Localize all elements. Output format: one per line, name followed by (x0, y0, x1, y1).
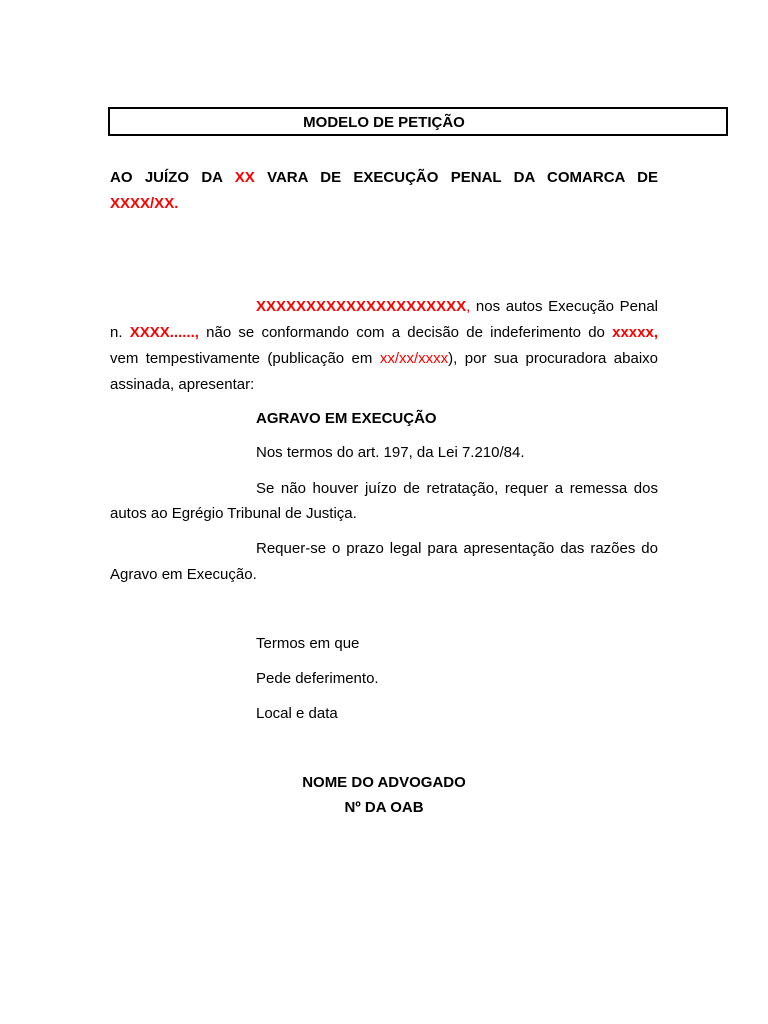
case-number-placeholder: XXXX......, (129, 324, 199, 341)
publication-date-placeholder: xx/xx/xxxx (379, 350, 449, 367)
court-number-placeholder: XX (234, 169, 255, 186)
addressee-text-2: VARA DE EXECUÇÃO PENAL DA COMARCA DE (254, 169, 658, 186)
appeal-heading: AGRAVO EM EXECUÇÃO (256, 410, 437, 427)
petition-text-2: não se conformando com a decisão de indeferimento do (198, 324, 613, 341)
addressee-line-2 (110, 195, 178, 213)
district-placeholder: XXXX/XX (110, 195, 175, 212)
petition-text-3a: vem tempestivamente (publicação em (110, 350, 380, 367)
deadline-line-1: Requer-se o prazo legal para apresentação das razões do (256, 540, 658, 557)
petitioner-placeholder: XXXXXXXXXXXXXXXXXXXXX (256, 298, 467, 315)
closing-line-3: Local e data (256, 705, 338, 722)
petition-n-prefix: n. (110, 324, 130, 341)
district-period: . (174, 195, 179, 212)
deadline-line-2: Agravo em Execução. (110, 566, 257, 583)
petition-line-4: assinada, apresentar: (110, 376, 255, 393)
closing-line-2: Pede deferimento. (256, 670, 379, 687)
addressee-text-1: AO JUÍZO DA (110, 169, 235, 186)
lawyer-name: NOME DO ADVOGADO (302, 774, 466, 791)
petition-line-3 (110, 350, 658, 368)
petition-line-2 (110, 324, 658, 342)
legal-basis: Nos termos do art. 197, da Lei 7.210/84. (256, 444, 525, 461)
petitioner-comma: , (466, 298, 471, 315)
decision-placeholder: xxxxx, (612, 324, 659, 341)
petition-text-1: nos autos Execução Penal (470, 298, 658, 315)
document-title-box (108, 107, 728, 136)
petition-text-3b: ), por sua procuradora abaixo (448, 350, 658, 367)
document-title: MODELO DE PETIÇÃO (303, 114, 465, 131)
petition-line-1 (256, 298, 658, 316)
addressee-line-1 (110, 169, 658, 187)
oab-number: Nº DA OAB (344, 799, 424, 816)
retraction-line-1: Se não houver juízo de retratação, requer a remessa dos (256, 480, 658, 497)
closing-line-1: Termos em que (256, 635, 360, 652)
retraction-line-2: autos ao Egrégio Tribunal de Justiça. (110, 505, 357, 522)
